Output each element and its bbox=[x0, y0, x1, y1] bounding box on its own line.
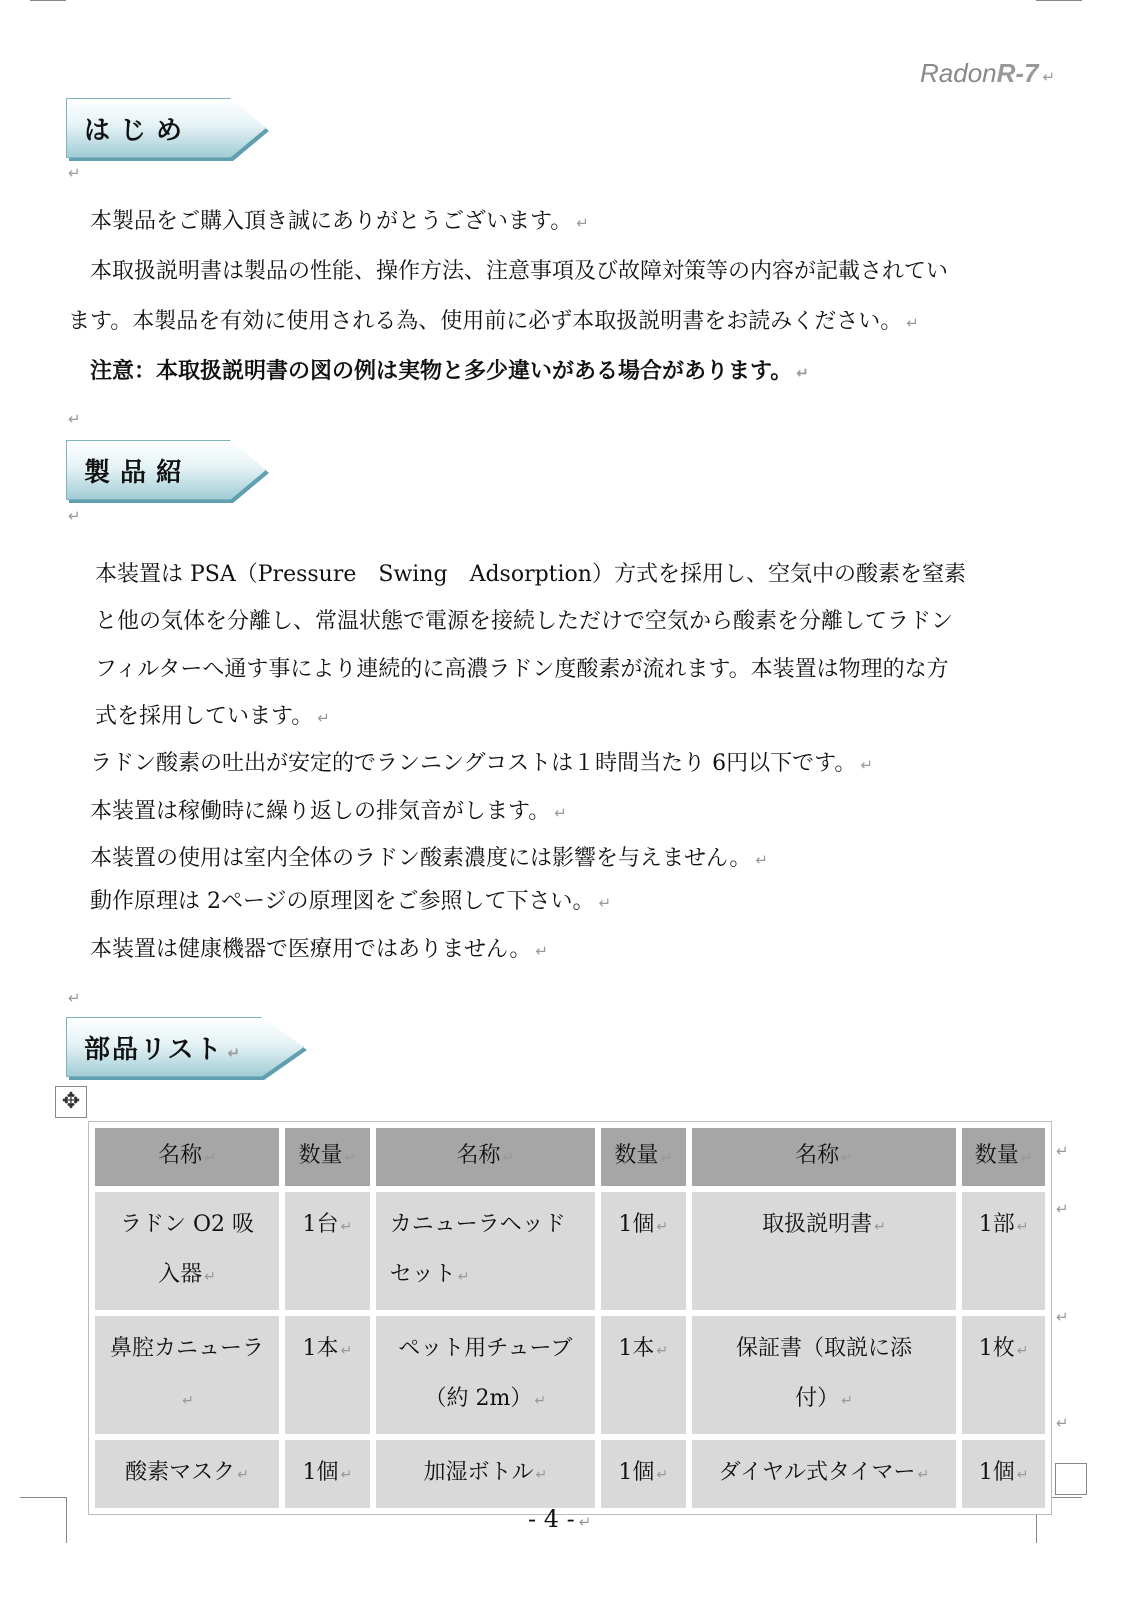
parts-table bbox=[88, 1121, 1052, 1515]
paragraph-mark: ↵ bbox=[1042, 68, 1056, 86]
table-cell: 酸素マスク ↵ bbox=[95, 1440, 279, 1508]
intro-line-1: 本製品をご購入頂き誠にありがとうございます。 ↵ bbox=[90, 209, 589, 234]
product-line-4: 式を採用しています。 ↵ bbox=[95, 704, 330, 729]
table-cell: 1本 ↵ bbox=[285, 1316, 370, 1434]
header-name-1: 名称 ↵ bbox=[95, 1128, 279, 1186]
product-line-1: 本装置は PSA（Pressure Swing Adsorption）方式を採用し、空気中の酸素を窒素 bbox=[95, 562, 966, 587]
paragraph-mark: ↵ bbox=[68, 989, 81, 1007]
table-cell: 1個 ↵ bbox=[285, 1440, 370, 1508]
crop-mark-bottom-left-h bbox=[20, 1497, 66, 1498]
table-cell: 鼻腔カニューラ↵ bbox=[95, 1316, 279, 1434]
brand-light: Radon bbox=[920, 58, 997, 88]
table-cell: 保証書（取説に添付） ↵ bbox=[692, 1316, 957, 1434]
product-line-9: 本装置は健康機器で医療用ではありません。 ↵ bbox=[90, 937, 548, 962]
paragraph-mark: ↵ bbox=[68, 410, 81, 428]
row-end-mark: ↵ bbox=[1056, 1200, 1069, 1218]
table-resize-handle[interactable] bbox=[1055, 1463, 1087, 1495]
row-end-mark: ↵ bbox=[1056, 1414, 1069, 1432]
intro-line-2: 本取扱説明書は製品の性能、操作方法、注意事項及び故障対策等の内容が記載されてい bbox=[90, 259, 949, 284]
table-cell: 1個 ↵ bbox=[601, 1440, 686, 1508]
product-line-2: と他の気体を分離し、常温状態で電源を接続しただけで空気から酸素を分離してラドン bbox=[95, 609, 954, 634]
table-header-row bbox=[95, 1128, 1045, 1186]
intro-title: はじめ bbox=[84, 116, 193, 146]
table-cell: ラドン O2 吸入器 ↵ bbox=[95, 1192, 279, 1310]
header-qty-1: 数量 ↵ bbox=[285, 1128, 370, 1186]
table-cell: 加湿ボトル ↵ bbox=[376, 1440, 595, 1508]
row-end-mark: ↵ bbox=[1056, 1142, 1069, 1160]
table-cell: 1枚 ↵ bbox=[962, 1316, 1045, 1434]
table-cell: カニューラヘッドセット ↵ bbox=[376, 1192, 595, 1310]
table-cell: 1個 ↵ bbox=[601, 1192, 686, 1310]
table-cell: ペット用チューブ（約 2m） ↵ bbox=[376, 1316, 595, 1434]
table-move-handle-icon[interactable]: ✥ bbox=[55, 1086, 87, 1118]
crop-mark-bottom-left-v bbox=[66, 1497, 67, 1543]
header-name-3: 名称 ↵ bbox=[692, 1128, 957, 1186]
crop-mark-top-left bbox=[30, 0, 66, 1]
product-line-7: 本装置の使用は室内全体のラドン酸素濃度には影響を与えません。 ↵ bbox=[90, 846, 768, 871]
header-qty-2: 数量 ↵ bbox=[601, 1128, 686, 1186]
header-brand bbox=[920, 58, 1055, 89]
product-line-6: 本装置は稼働時に繰り返しの排気音がします。 ↵ bbox=[90, 799, 567, 824]
table-cell: 取扱説明書 ↵ bbox=[692, 1192, 957, 1310]
intro-line-3: ます。本製品を有効に使用される為、使用前に必ず本取扱説明書をお読みください。 ↵ bbox=[68, 309, 919, 334]
brand-bold: R-7 bbox=[996, 58, 1039, 88]
table-row bbox=[95, 1440, 1045, 1508]
table-cell: 1部 ↵ bbox=[962, 1192, 1045, 1310]
table-cell: 1台 ↵ bbox=[285, 1192, 370, 1310]
page-number: - 4 - ↵ bbox=[528, 1505, 592, 1533]
product-line-8: 動作原理は 2ページの原理図をご参照して下さい。 ↵ bbox=[90, 889, 612, 914]
header-qty-3: 数量 ↵ bbox=[962, 1128, 1045, 1186]
paragraph-mark: ↵ bbox=[68, 507, 81, 525]
row-end-mark: ↵ bbox=[1056, 1308, 1069, 1326]
table-row bbox=[95, 1316, 1045, 1434]
product-line-3: フィルターへ通す事により連続的に高濃ラドン度酸素が流れます。本装置は物理的な方 bbox=[95, 657, 949, 682]
header-name-2: 名称 ↵ bbox=[376, 1128, 595, 1186]
parts-title: 部品リスト ↵ bbox=[84, 1035, 241, 1065]
crop-mark-top-right bbox=[1036, 0, 1082, 1]
product-title: 製品紹 bbox=[84, 458, 193, 488]
table-cell: 1本 ↵ bbox=[601, 1316, 686, 1434]
table-cell: 1個 ↵ bbox=[962, 1440, 1045, 1508]
table-row bbox=[95, 1192, 1045, 1310]
intro-note: 注意：本取扱説明書の図の例は実物と多少違いがある場合があります。 ↵ bbox=[90, 358, 809, 384]
table-cell: ダイヤル式タイマー ↵ bbox=[692, 1440, 957, 1508]
paragraph-mark: ↵ bbox=[68, 164, 81, 182]
product-line-5: ラドン酸素の吐出が安定的でランニングコストは１時間当たり 6円以下です。 ↵ bbox=[90, 751, 873, 776]
